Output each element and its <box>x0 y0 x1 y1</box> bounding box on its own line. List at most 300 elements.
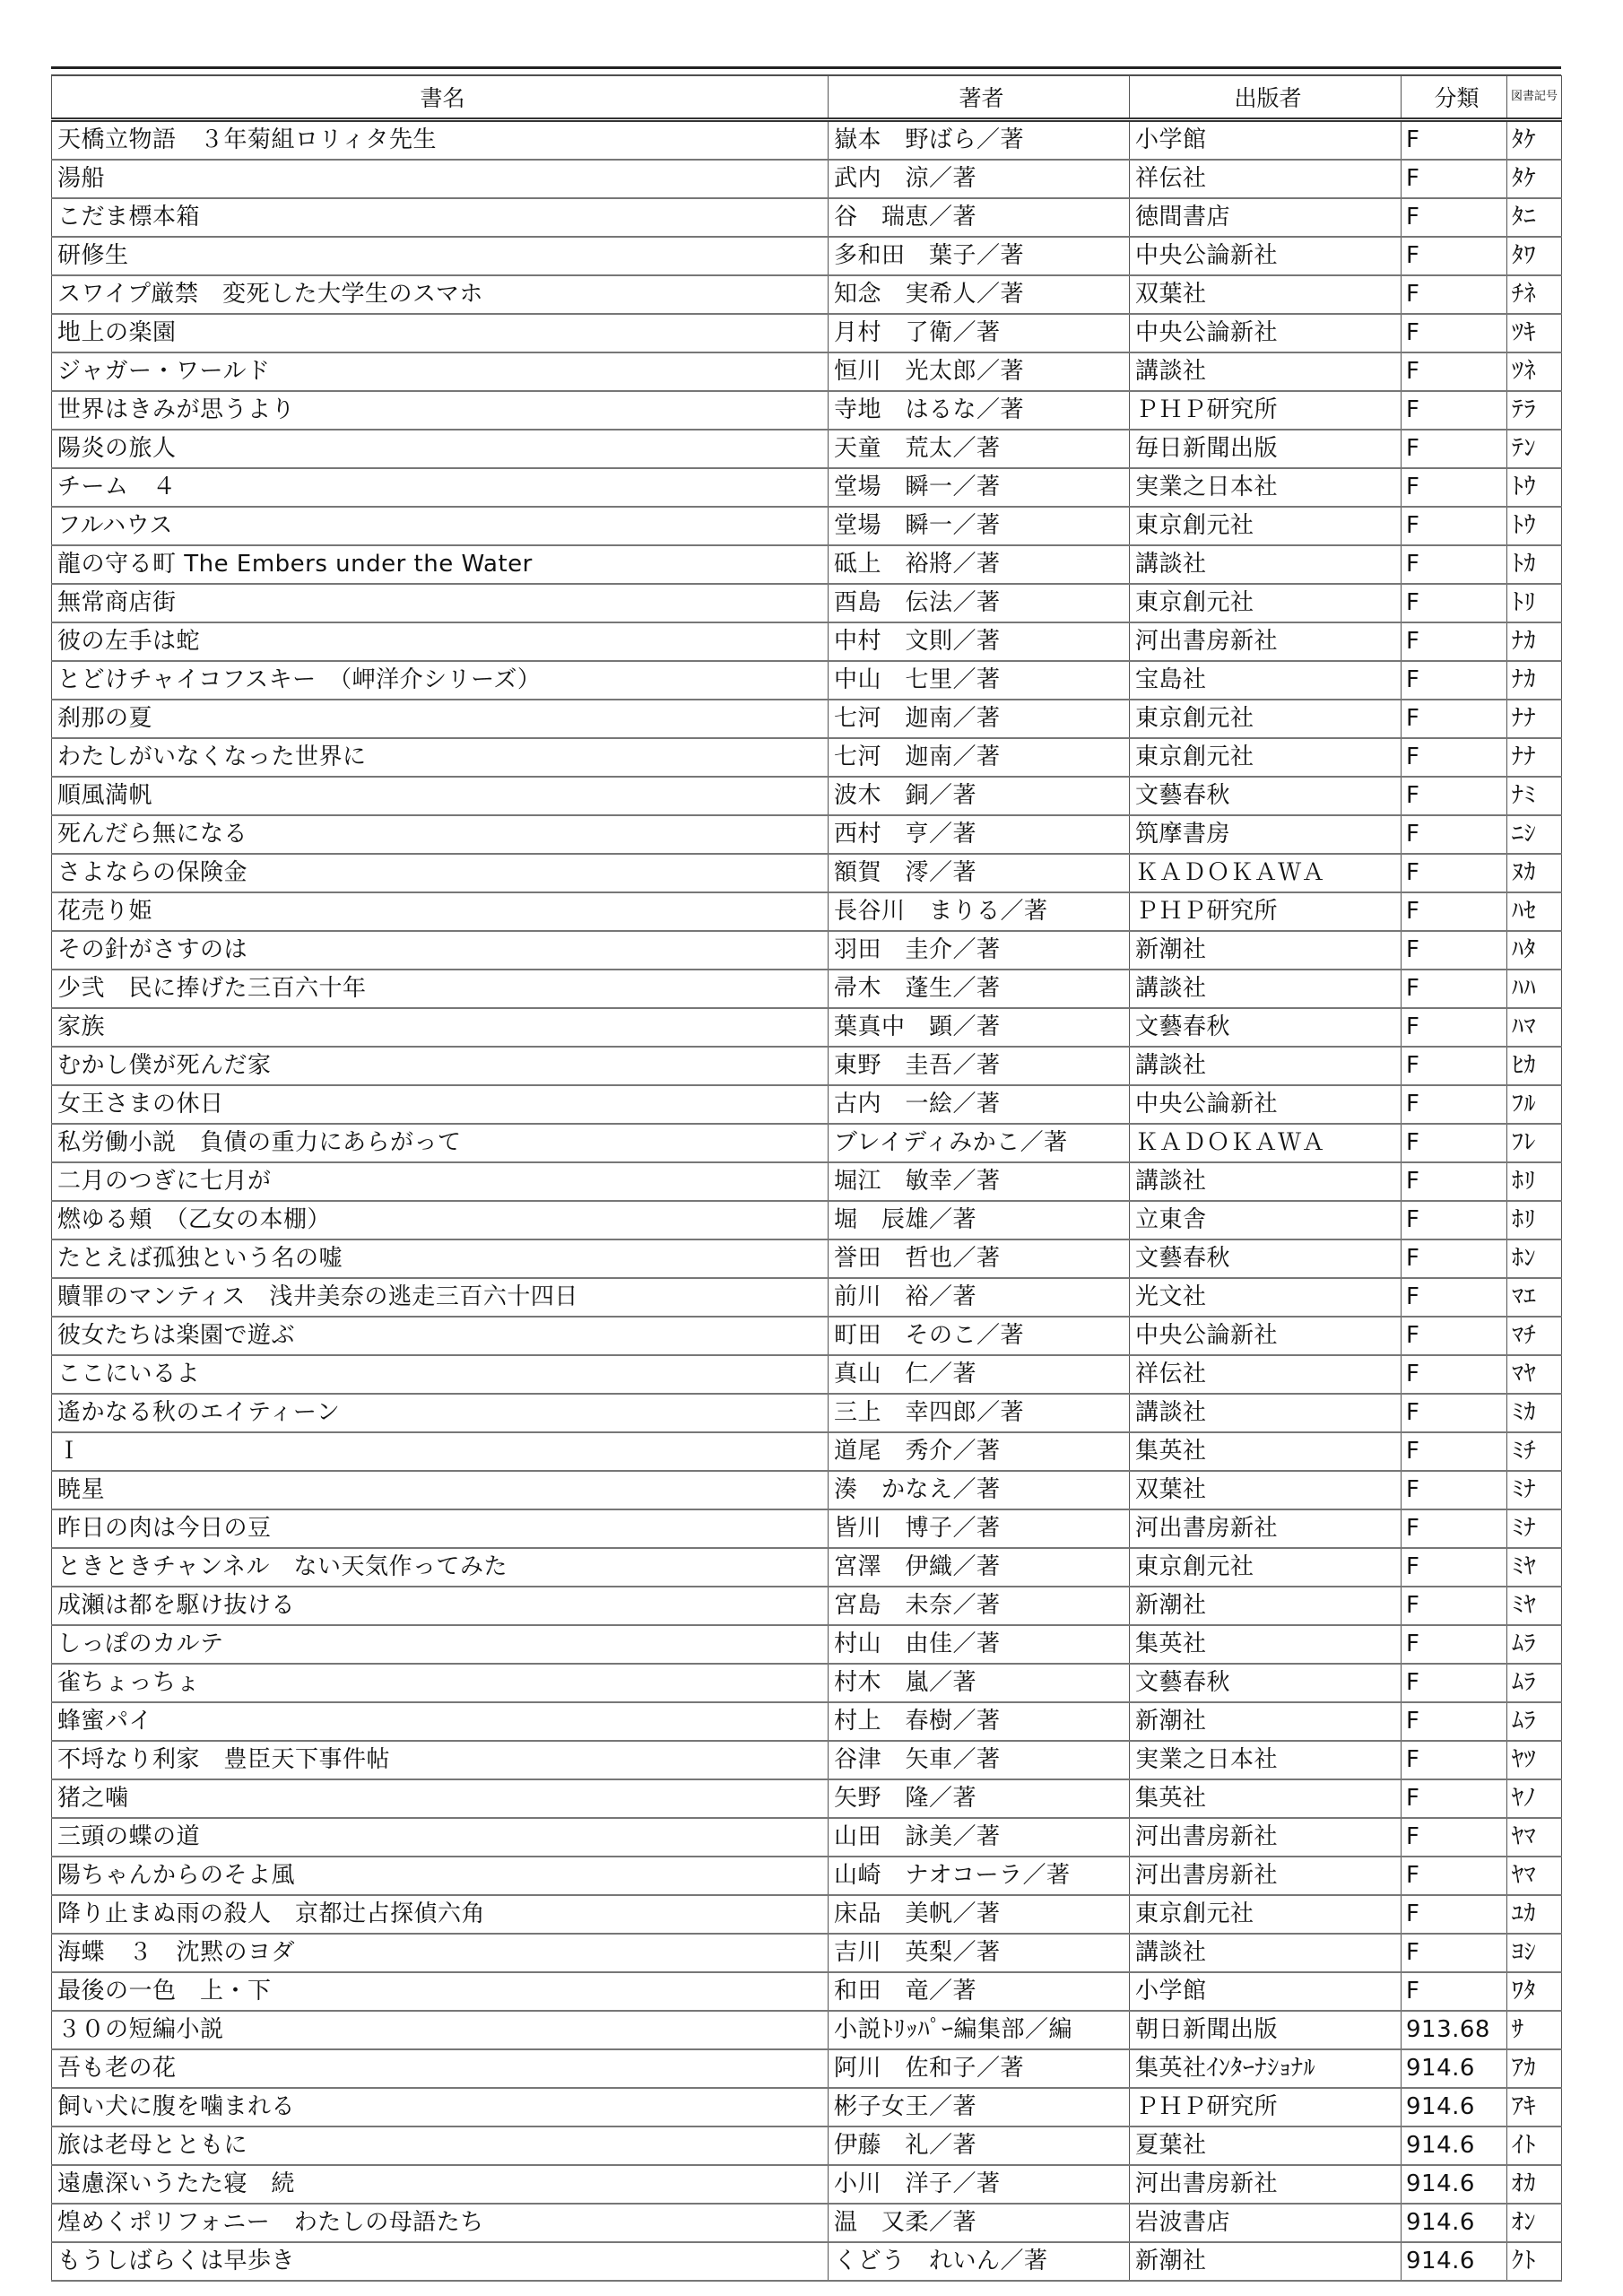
book-author: 山田 詠美／著 <box>829 1818 1130 1857</box>
book-classification: F <box>1402 661 1507 700</box>
book-publisher: 東京創元社 <box>1130 1895 1402 1934</box>
table-row <box>52 1201 1562 1239</box>
book-publisher: 講談社 <box>1130 970 1402 1008</box>
book-classification: 913.68 <box>1402 2011 1507 2049</box>
book-code: ﾊﾊ <box>1507 970 1562 1008</box>
book-classification: F <box>1402 545 1507 584</box>
book-author: 恒川 光太郎／著 <box>829 352 1130 391</box>
table-row <box>52 1162 1562 1201</box>
book-title: ときときチャンネル ない天気作ってみた <box>52 1548 829 1587</box>
book-classification: F <box>1402 1818 1507 1857</box>
book-publisher: 河出書房新社 <box>1130 1857 1402 1895</box>
book-author: 中村 文則／著 <box>829 622 1130 661</box>
book-code: ﾀｹ <box>1507 120 1562 161</box>
book-code: ﾐﾅ <box>1507 1471 1562 1509</box>
table-row <box>52 700 1562 738</box>
table-row <box>52 430 1562 468</box>
book-classification: F <box>1402 1857 1507 1895</box>
book-publisher: 講談社 <box>1130 1162 1402 1201</box>
book-classification: F <box>1402 1162 1507 1201</box>
table-row <box>52 1085 1562 1124</box>
book-code: ﾅｶ <box>1507 622 1562 661</box>
book-classification: F <box>1402 1317 1507 1355</box>
table-row <box>52 1124 1562 1162</box>
book-code: ﾂｷ <box>1507 314 1562 352</box>
book-title: 燃ゆる頬 （乙女の本棚） <box>52 1201 829 1239</box>
book-classification: F <box>1402 120 1507 161</box>
book-classification: F <box>1402 1972 1507 2011</box>
table-row <box>52 1934 1562 1972</box>
table-row <box>52 314 1562 352</box>
table-body <box>52 120 1562 2282</box>
book-title: ジャガー・ワールド <box>52 352 829 391</box>
book-publisher: 中央公論新社 <box>1130 237 1402 275</box>
book-publisher: 新潮社 <box>1130 1702 1402 1741</box>
book-publisher: 集英社 <box>1130 1625 1402 1664</box>
book-title: 蜂蜜パイ <box>52 1702 829 1741</box>
table-row <box>52 391 1562 430</box>
book-author: 天童 荒太／著 <box>829 430 1130 468</box>
book-code: ﾕｶ <box>1507 1895 1562 1934</box>
book-code: ﾅﾅ <box>1507 700 1562 738</box>
book-author: 前川 裕／著 <box>829 1278 1130 1317</box>
book-classification: F <box>1402 738 1507 777</box>
book-publisher: 文藝春秋 <box>1130 1008 1402 1047</box>
book-code: ｱｶ <box>1507 2049 1562 2088</box>
table-row <box>52 1509 1562 1548</box>
book-title: 女王さまの休日 <box>52 1085 829 1124</box>
book-publisher: 光文社 <box>1130 1278 1402 1317</box>
table-row <box>52 584 1562 622</box>
book-publisher: 河出書房新社 <box>1130 1509 1402 1548</box>
book-author: 七河 迦南／著 <box>829 738 1130 777</box>
book-classification: F <box>1402 1587 1507 1625</box>
book-author: 皆川 博子／著 <box>829 1509 1130 1548</box>
book-classification: F <box>1402 1085 1507 1124</box>
book-publisher: 東京創元社 <box>1130 700 1402 738</box>
book-title: とどけチャイコフスキー （岬洋介シリーズ） <box>52 661 829 700</box>
table-row <box>52 815 1562 854</box>
book-publisher: 東京創元社 <box>1130 507 1402 545</box>
book-title: 雀ちょっちょ <box>52 1664 829 1702</box>
book-table <box>51 75 1562 2282</box>
book-title: 遙かなる秋のエイティーン <box>52 1394 829 1432</box>
table-row <box>52 2165 1562 2204</box>
book-title: Ｉ <box>52 1432 829 1471</box>
book-code: ﾏﾁ <box>1507 1317 1562 1355</box>
book-title: ３０の短編小説 <box>52 2011 829 2049</box>
table-row <box>52 2049 1562 2088</box>
book-title: ここにいるよ <box>52 1355 829 1394</box>
book-author: 砥上 裕將／著 <box>829 545 1130 584</box>
table-row <box>52 2126 1562 2165</box>
table-row <box>52 275 1562 314</box>
book-title: 遠慮深いうたた寝 続 <box>52 2165 829 2204</box>
book-publisher: 筑摩書房 <box>1130 815 1402 854</box>
book-title: 花売り姫 <box>52 892 829 931</box>
book-title: しっぽのカルテ <box>52 1625 829 1664</box>
table-row <box>52 1741 1562 1779</box>
book-code: ﾆｼ <box>1507 815 1562 854</box>
book-code: ﾜﾀ <box>1507 1972 1562 2011</box>
book-author: 伊藤 礼／著 <box>829 2126 1130 2165</box>
book-title: たとえば孤独という名の嘘 <box>52 1239 829 1278</box>
book-author: 村上 春樹／著 <box>829 1702 1130 1741</box>
book-publisher: ＫＡＤＯＫＡＷＡ <box>1130 854 1402 892</box>
book-code: ﾄｳ <box>1507 507 1562 545</box>
book-publisher: 講談社 <box>1130 1047 1402 1085</box>
book-code: ﾑﾗ <box>1507 1702 1562 1741</box>
book-classification: F <box>1402 1124 1507 1162</box>
book-title: 地上の楽園 <box>52 314 829 352</box>
book-classification: F <box>1402 1702 1507 1741</box>
table-row <box>52 468 1562 507</box>
table-row <box>52 2242 1562 2281</box>
table-row <box>52 198 1562 237</box>
book-code: ﾌﾚ <box>1507 1124 1562 1162</box>
table-row <box>52 1278 1562 1317</box>
table-row <box>52 1432 1562 1471</box>
book-publisher: 東京創元社 <box>1130 584 1402 622</box>
book-code: ﾄﾘ <box>1507 584 1562 622</box>
table-row <box>52 970 1562 1008</box>
book-code: ﾐﾁ <box>1507 1432 1562 1471</box>
book-author: 堂場 瞬一／著 <box>829 468 1130 507</box>
book-publisher: 実業之日本社 <box>1130 1741 1402 1779</box>
book-publisher: 河出書房新社 <box>1130 2165 1402 2204</box>
book-title: 龍の守る町 The Embers under the Water <box>52 545 829 584</box>
book-classification: F <box>1402 584 1507 622</box>
book-title: さよならの保険金 <box>52 854 829 892</box>
book-publisher: 中央公論新社 <box>1130 314 1402 352</box>
book-title: 陽炎の旅人 <box>52 430 829 468</box>
book-author: 谷津 矢車／著 <box>829 1741 1130 1779</box>
book-title: もうしばらくは早歩き <box>52 2242 829 2281</box>
book-author: 吉川 英梨／著 <box>829 1934 1130 1972</box>
book-title: 飼い犬に腹を噛まれる <box>52 2088 829 2126</box>
book-classification: F <box>1402 815 1507 854</box>
table-row <box>52 1355 1562 1394</box>
book-classification: F <box>1402 1008 1507 1047</box>
book-publisher: ＰＨＰ研究所 <box>1130 892 1402 931</box>
book-title: 少弐 民に捧げた三百六十年 <box>52 970 829 1008</box>
table-row <box>52 160 1562 198</box>
book-code: ﾅﾐ <box>1507 777 1562 815</box>
book-classification: F <box>1402 468 1507 507</box>
book-title: むかし僕が死んだ家 <box>52 1047 829 1085</box>
book-classification: F <box>1402 1432 1507 1471</box>
book-code: ﾔﾏ <box>1507 1818 1562 1857</box>
book-author: 誉田 哲也／著 <box>829 1239 1130 1278</box>
book-code: ﾄｳ <box>1507 468 1562 507</box>
book-code: ﾁﾈ <box>1507 275 1562 314</box>
book-classification: F <box>1402 777 1507 815</box>
book-publisher: 立東舎 <box>1130 1201 1402 1239</box>
book-code: ﾏｴ <box>1507 1278 1562 1317</box>
table-row <box>52 1047 1562 1085</box>
book-author: 羽田 圭介／著 <box>829 931 1130 970</box>
table-row <box>52 1317 1562 1355</box>
book-title: 湯船 <box>52 160 829 198</box>
table-row <box>52 1239 1562 1278</box>
table-row <box>52 1972 1562 2011</box>
table-row <box>52 237 1562 275</box>
book-code: ﾐﾅ <box>1507 1509 1562 1548</box>
book-publisher: 集英社ｲﾝﾀｰﾅｼｮﾅﾙ <box>1130 2049 1402 2088</box>
book-code: ﾀｹ <box>1507 160 1562 198</box>
table-row <box>52 1895 1562 1934</box>
book-classification: F <box>1402 854 1507 892</box>
book-title: 海蝶 ３ 沈黙のヨダ <box>52 1934 829 1972</box>
table-row <box>52 661 1562 700</box>
book-publisher: 河出書房新社 <box>1130 1818 1402 1857</box>
book-publisher: 実業之日本社 <box>1130 468 1402 507</box>
book-publisher: ＫＡＤＯＫＡＷＡ <box>1130 1124 1402 1162</box>
book-title: 旅は老母とともに <box>52 2126 829 2165</box>
book-publisher: 集英社 <box>1130 1432 1402 1471</box>
header-author: 著者 <box>829 76 1130 120</box>
book-classification: F <box>1402 1394 1507 1432</box>
book-code: ｸﾄ <box>1507 2242 1562 2281</box>
book-author: 七河 迦南／著 <box>829 700 1130 738</box>
book-title: フルハウス <box>52 507 829 545</box>
book-author: 宮島 未奈／著 <box>829 1587 1130 1625</box>
table-row <box>52 777 1562 815</box>
book-code: ﾄｶ <box>1507 545 1562 584</box>
book-code: ﾌﾙ <box>1507 1085 1562 1124</box>
book-author: くどう れいん／著 <box>829 2242 1130 2281</box>
book-classification: F <box>1402 352 1507 391</box>
book-code: ﾔﾏ <box>1507 1857 1562 1895</box>
book-publisher: 小学館 <box>1130 1972 1402 2011</box>
table-row <box>52 1779 1562 1818</box>
header-title: 書名 <box>52 76 829 120</box>
book-classification: F <box>1402 1471 1507 1509</box>
header-publisher: 出版者 <box>1130 76 1402 120</box>
book-author: 波木 銅／著 <box>829 777 1130 815</box>
book-code: ｵｶ <box>1507 2165 1562 2204</box>
book-title: 天橋立物語 ３年菊組ロリィタ先生 <box>52 120 829 161</box>
header-classification: 分類 <box>1402 76 1507 120</box>
book-classification: F <box>1402 931 1507 970</box>
book-publisher: 新潮社 <box>1130 2242 1402 2281</box>
book-publisher: 文藝春秋 <box>1130 777 1402 815</box>
book-code: ﾅﾅ <box>1507 738 1562 777</box>
book-classification: F <box>1402 700 1507 738</box>
book-author: 中山 七里／著 <box>829 661 1130 700</box>
book-classification: 914.6 <box>1402 2242 1507 2281</box>
table-row <box>52 1818 1562 1857</box>
book-classification: F <box>1402 1239 1507 1278</box>
book-title: 私労働小説 負債の重力にあらがって <box>52 1124 829 1162</box>
book-publisher: 夏葉社 <box>1130 2126 1402 2165</box>
book-author: 宮澤 伊織／著 <box>829 1548 1130 1587</box>
book-publisher: 祥伝社 <box>1130 1355 1402 1394</box>
book-publisher: 文藝春秋 <box>1130 1239 1402 1278</box>
book-author: 山崎 ナオコーラ／著 <box>829 1857 1130 1895</box>
book-author: 温 又柔／著 <box>829 2204 1130 2242</box>
book-publisher: 中央公論新社 <box>1130 1317 1402 1355</box>
book-classification: F <box>1402 507 1507 545</box>
book-author: 阿川 佐和子／著 <box>829 2049 1130 2088</box>
book-author: 村山 由佳／著 <box>829 1625 1130 1664</box>
book-title: その針がさすのは <box>52 931 829 970</box>
book-title: わたしがいなくなった世界に <box>52 738 829 777</box>
book-publisher: 講談社 <box>1130 352 1402 391</box>
book-author: 古内 一絵／著 <box>829 1085 1130 1124</box>
book-author: 酉島 伝法／著 <box>829 584 1130 622</box>
book-code: ﾀﾆ <box>1507 198 1562 237</box>
book-author: 堀 辰雄／著 <box>829 1201 1130 1239</box>
book-classification: F <box>1402 1509 1507 1548</box>
book-publisher: ＰＨＰ研究所 <box>1130 2088 1402 2126</box>
book-classification: F <box>1402 1278 1507 1317</box>
book-classification: F <box>1402 1625 1507 1664</box>
book-classification: F <box>1402 1047 1507 1085</box>
book-publisher: 講談社 <box>1130 1394 1402 1432</box>
book-title: 不埒なり利家 豊臣天下事件帖 <box>52 1741 829 1779</box>
book-classification: F <box>1402 892 1507 931</box>
book-code: ﾏﾔ <box>1507 1355 1562 1394</box>
book-classification: F <box>1402 391 1507 430</box>
book-title: 吾も老の花 <box>52 2049 829 2088</box>
book-publisher: 双葉社 <box>1130 275 1402 314</box>
book-code: ﾀﾜ <box>1507 237 1562 275</box>
book-publisher: 毎日新聞出版 <box>1130 430 1402 468</box>
book-author: 道尾 秀介／著 <box>829 1432 1130 1471</box>
table-row <box>52 622 1562 661</box>
book-author: 堀江 敏幸／著 <box>829 1162 1130 1201</box>
book-author: 長谷川 まりる／著 <box>829 892 1130 931</box>
book-code: ﾅｶ <box>1507 661 1562 700</box>
book-classification: F <box>1402 198 1507 237</box>
book-code: ﾐﾔ <box>1507 1587 1562 1625</box>
book-publisher: 双葉社 <box>1130 1471 1402 1509</box>
book-author: 矢野 隆／著 <box>829 1779 1130 1818</box>
book-code: ﾔﾂ <box>1507 1741 1562 1779</box>
table-row <box>52 892 1562 931</box>
book-author: 堂場 瞬一／著 <box>829 507 1130 545</box>
book-code: ﾎﾘ <box>1507 1162 1562 1201</box>
table-row <box>52 1008 1562 1047</box>
book-title: 彼女たちは楽園で遊ぶ <box>52 1317 829 1355</box>
book-classification: 914.6 <box>1402 2049 1507 2088</box>
book-title: 最後の一色 上・下 <box>52 1972 829 2011</box>
table-row <box>52 1548 1562 1587</box>
book-code: ｲﾄ <box>1507 2126 1562 2165</box>
book-author: 湊 かなえ／著 <box>829 1471 1130 1509</box>
book-author: 町田 そのこ／著 <box>829 1317 1130 1355</box>
book-code: ｻ <box>1507 2011 1562 2049</box>
table-row <box>52 1394 1562 1432</box>
book-author: 小説ﾄﾘｯﾊﾟｰ編集部／編 <box>829 2011 1130 2049</box>
book-author: 帚木 蓬生／著 <box>829 970 1130 1008</box>
book-code: ﾎﾝ <box>1507 1239 1562 1278</box>
book-title: 陽ちゃんからのそよ風 <box>52 1857 829 1895</box>
book-author: 谷 瑞恵／著 <box>829 198 1130 237</box>
book-publisher: 宝島社 <box>1130 661 1402 700</box>
table-row <box>52 738 1562 777</box>
book-author: 和田 竜／著 <box>829 1972 1130 2011</box>
book-title: チーム ４ <box>52 468 829 507</box>
table-row <box>52 120 1562 161</box>
book-classification: F <box>1402 970 1507 1008</box>
book-title: 贖罪のマンティス 浅井美奈の逃走三百六十四日 <box>52 1278 829 1317</box>
book-code: ﾃﾝ <box>1507 430 1562 468</box>
table-row <box>52 1857 1562 1895</box>
book-publisher: ＰＨＰ研究所 <box>1130 391 1402 430</box>
book-classification: 914.6 <box>1402 2165 1507 2204</box>
book-publisher: 講談社 <box>1130 545 1402 584</box>
book-author: 床品 美帆／著 <box>829 1895 1130 1934</box>
book-code: ﾖｼ <box>1507 1934 1562 1972</box>
book-classification: F <box>1402 430 1507 468</box>
top-rule <box>51 66 1561 75</box>
book-author: 村木 嵐／著 <box>829 1664 1130 1702</box>
book-classification: F <box>1402 1548 1507 1587</box>
book-publisher: 小学館 <box>1130 120 1402 161</box>
book-author: 西村 亨／著 <box>829 815 1130 854</box>
book-author: 彬子女王／著 <box>829 2088 1130 2126</box>
table-row <box>52 352 1562 391</box>
book-code: ﾑﾗ <box>1507 1625 1562 1664</box>
table-row <box>52 1587 1562 1625</box>
book-publisher: 徳間書店 <box>1130 198 1402 237</box>
book-classification: F <box>1402 622 1507 661</box>
book-code: ｵﾝ <box>1507 2204 1562 2242</box>
table-row <box>52 2088 1562 2126</box>
book-list-sheet <box>51 66 1561 2282</box>
book-code: ﾊﾏ <box>1507 1008 1562 1047</box>
book-publisher: 新潮社 <box>1130 1587 1402 1625</box>
book-title: 彼の左手は蛇 <box>52 622 829 661</box>
book-publisher: 河出書房新社 <box>1130 622 1402 661</box>
book-author: 真山 仁／著 <box>829 1355 1130 1394</box>
book-title: 無常商店街 <box>52 584 829 622</box>
table-row <box>52 931 1562 970</box>
book-code: ﾊﾀ <box>1507 931 1562 970</box>
table-header-row <box>52 76 1562 120</box>
book-code: ﾎﾘ <box>1507 1201 1562 1239</box>
book-code: ﾔﾉ <box>1507 1779 1562 1818</box>
table-row <box>52 1471 1562 1509</box>
book-title: 研修生 <box>52 237 829 275</box>
table-row <box>52 2204 1562 2242</box>
book-classification: 914.6 <box>1402 2126 1507 2165</box>
book-title: こだま標本箱 <box>52 198 829 237</box>
book-classification: F <box>1402 1895 1507 1934</box>
table-row <box>52 545 1562 584</box>
book-code: ﾂﾈ <box>1507 352 1562 391</box>
book-title: 昨日の肉は今日の豆 <box>52 1509 829 1548</box>
book-classification: F <box>1402 237 1507 275</box>
book-publisher: 中央公論新社 <box>1130 1085 1402 1124</box>
book-title: 猪之噛 <box>52 1779 829 1818</box>
book-code: ﾋｶ <box>1507 1047 1562 1085</box>
book-author: 寺地 はるな／著 <box>829 391 1130 430</box>
book-publisher: 東京創元社 <box>1130 738 1402 777</box>
book-title: 家族 <box>52 1008 829 1047</box>
book-author: 葉真中 顕／著 <box>829 1008 1130 1047</box>
book-code: ﾃﾗ <box>1507 391 1562 430</box>
book-code: ﾐﾔ <box>1507 1548 1562 1587</box>
book-classification: F <box>1402 1779 1507 1818</box>
book-publisher: 新潮社 <box>1130 931 1402 970</box>
book-title: 世界はきみが思うより <box>52 391 829 430</box>
book-author: 武内 涼／著 <box>829 160 1130 198</box>
book-code: ﾑﾗ <box>1507 1664 1562 1702</box>
book-author: 三上 幸四郎／著 <box>829 1394 1130 1432</box>
